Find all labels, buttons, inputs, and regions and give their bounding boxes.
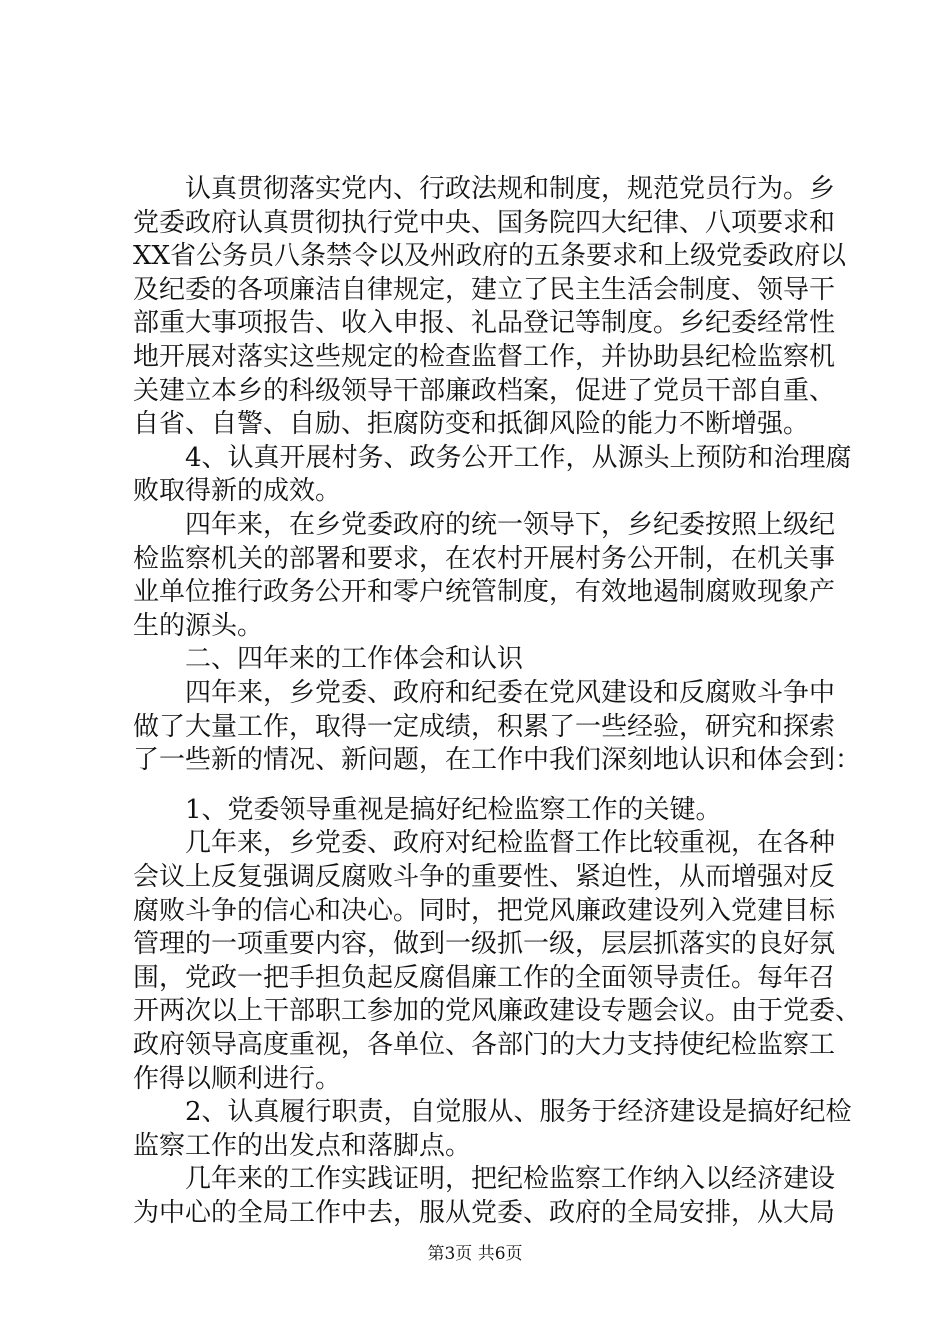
- text-line: 了一些新的情况、新问题，在工作中我们深刻地认识和体会到：: [133, 745, 862, 775]
- text-line: 政府领导高度重视，各单位、各部门的大力支持使纪检监察工: [133, 1030, 836, 1060]
- text-line: 几年来的工作实践证明，把纪检监察工作纳入以经济建设: [133, 1164, 836, 1194]
- text-line: 部重大事项报告、收入申报、礼品登记等制度。乡纪委经常性: [133, 308, 836, 338]
- text-line: 地开展对落实这些规定的检查监督工作，并协助县纪检监察机: [133, 342, 836, 372]
- text-line: 作得以顺利进行。: [133, 1064, 342, 1094]
- text-line: 开两次以上干部职工参加的党风廉政建设专题会议。由于党委、: [133, 996, 862, 1026]
- text-line: 业单位推行政务公开和零户统管制度，有效地遏制腐败现象产: [133, 577, 836, 607]
- text-line: 监察工作的出发点和落脚点。: [133, 1131, 472, 1161]
- text-line: 腐败斗争的信心和决心。同时，把党风廉政建设列入党建目标: [133, 896, 836, 926]
- text-line: 围，党政一把手担负起反腐倡廉工作的全面领导责任。每年召: [133, 963, 836, 993]
- text-line: 1、党委领导重视是搞好纪检监察工作的关键。: [133, 795, 722, 825]
- text-line: 四年来，乡党委、政府和纪委在党风建设和反腐败斗争中: [133, 678, 836, 708]
- page-number-footer: 第3页 共6页: [427, 1244, 523, 1264]
- text-line: 四年来，在乡党委政府的统一领导下，乡纪委按照上级纪: [133, 510, 836, 540]
- text-line: 自省、自警、自励、拒腐防变和抵御风险的能力不断增强。: [133, 409, 810, 439]
- text-line: 生的源头。: [133, 611, 264, 641]
- text-line: XX省公务员八条禁令以及州政府的五条要求和上级党委政府以: [133, 241, 847, 271]
- text-line: 为中心的全局工作中去，服从党委、政府的全局安排，从大局: [133, 1198, 836, 1228]
- text-line: 认真贯彻落实党内、行政法规和制度，规范党员行为。乡: [133, 174, 836, 204]
- text-line: 2、认真履行职责，自觉服从、服务于经济建设是搞好纪检: [133, 1097, 852, 1127]
- text-line: 二、四年来的工作体会和认识: [133, 644, 524, 674]
- text-line: 做了大量工作，取得一定成绩，积累了一些经验，研究和探索: [133, 712, 836, 742]
- text-line: 败取得新的成效。: [133, 476, 342, 506]
- text-line: 党委政府认真贯彻执行党中央、国务院四大纪律、八项要求和: [133, 208, 836, 238]
- text-line: 会议上反复强调反腐败斗争的重要性、紧迫性，从而增强对反: [133, 862, 836, 892]
- text-line: 及纪委的各项廉洁自律规定，建立了民主生活会制度、领导干: [133, 275, 836, 305]
- text-line: 检监察机关的部署和要求，在农村开展村务公开制，在机关事: [133, 544, 836, 574]
- text-line: 关建立本乡的科级领导干部廉政档案，促进了党员干部自重、: [133, 376, 836, 406]
- text-line: 几年来，乡党委、政府对纪检监督工作比较重视，在各种: [133, 828, 836, 858]
- text-line: 管理的一项重要内容，做到一级抓一级，层层抓落实的良好氛: [133, 929, 836, 959]
- text-line: 4、认真开展村务、政务公开工作，从源头上预防和治理腐: [133, 443, 852, 473]
